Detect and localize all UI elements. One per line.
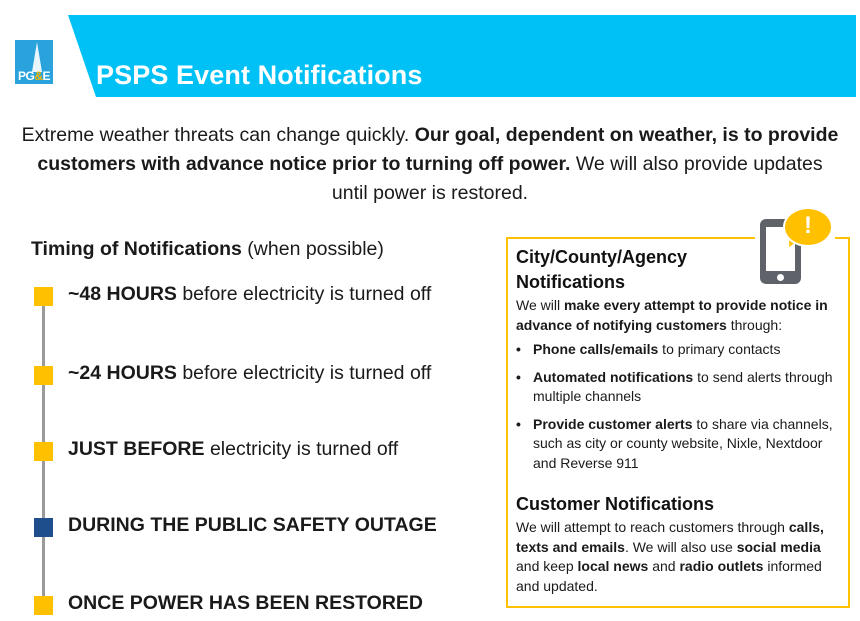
- timing-heading: [31, 238, 384, 261]
- timeline-label-rest: before electricity is turned off: [176, 362, 432, 384]
- page-title: PSPS Event Notifications: [96, 60, 423, 90]
- customer-text-bold: calls, texts and emails: [516, 519, 824, 555]
- timing-heading-rest: (when possible): [241, 238, 384, 260]
- list-item: [516, 340, 841, 360]
- bullet-icon: •: [516, 415, 521, 432]
- agency-intro-bold: make every attempt to provide notice in advance of notifying customers: [516, 297, 828, 333]
- customer-text-bold: social media: [736, 538, 821, 555]
- list-item-rest: to primary contacts: [658, 341, 781, 357]
- timeline-marker-icon: [34, 442, 53, 461]
- timeline-label: [68, 592, 423, 615]
- timeline-marker-icon: [34, 518, 53, 537]
- logo-spike-icon: [32, 42, 42, 72]
- customer-text: . We will also use: [624, 538, 737, 555]
- phone-home-button: [777, 274, 784, 281]
- timeline-label-rest: before electricity is turned off: [176, 283, 432, 305]
- customer-text: and keep: [516, 558, 578, 574]
- timing-heading-bold: Timing of Notifications: [31, 238, 242, 260]
- list-item: [516, 415, 841, 474]
- intro-text-bold: Our goal, dependent on weather, is to provide customers with advance notice prior to turning off power.: [37, 124, 839, 175]
- list-item-bold: Automated notifications: [533, 368, 694, 385]
- timeline-label-bold: ONCE POWER HAS BEEN RESTORED: [68, 592, 424, 614]
- bullet-icon: •: [516, 368, 521, 385]
- timeline-label: [68, 283, 431, 306]
- timeline-label: [68, 438, 398, 461]
- intro-text-1: Extreme weather threats can change quickly.: [21, 124, 415, 146]
- list-item: [516, 368, 841, 407]
- agency-methods-list: [516, 340, 841, 481]
- timeline-label-bold: JUST BEFORE: [68, 438, 205, 460]
- timeline-label-rest: electricity is turned off: [204, 438, 399, 460]
- intro-text-3: We will also provide updates until power is restored.: [331, 153, 823, 204]
- timeline-label-bold: ~48 HOURS: [68, 283, 177, 305]
- timeline-marker-icon: [34, 596, 53, 615]
- customer-text-bold: radio outlets: [679, 558, 764, 574]
- customer-text-bold: local news: [577, 558, 649, 574]
- logo-text: [15, 69, 53, 83]
- timeline-marker-icon: [34, 287, 53, 306]
- timeline-label: [68, 362, 431, 385]
- intro-paragraph: [20, 121, 840, 208]
- exclamation-icon: !: [804, 212, 812, 239]
- list-item-bold: Phone calls/emails: [533, 341, 659, 357]
- timeline-label-bold: DURING THE PUBLIC SAFETY OUTAGE: [68, 514, 437, 536]
- agency-notifications-heading: City/County/Agency Notifications: [516, 247, 688, 292]
- logo-text-e: E: [42, 69, 51, 83]
- list-item-bold: Provide customer alerts: [533, 415, 693, 432]
- list-item-rest: to share via channels, such as city or county website, Nixle, Nextdoor and Reverse 911: [533, 415, 833, 471]
- agency-intro-text: [516, 296, 841, 335]
- timeline-marker-icon: [34, 366, 53, 385]
- logo-text-amp: &: [34, 69, 43, 83]
- customer-notifications-text: [516, 518, 841, 596]
- agency-intro-c: through:: [726, 316, 783, 333]
- logo-text-pg: PG: [17, 69, 35, 83]
- list-item-rest: to send alerts through multiple channels: [533, 368, 833, 404]
- customer-text: informed and updated.: [516, 558, 822, 594]
- customer-notifications-heading: Customer Notifications: [516, 494, 715, 514]
- bullet-icon: •: [516, 341, 521, 357]
- timeline-label-bold: ~24 HOURS: [68, 362, 177, 384]
- customer-text: We will attempt to reach customers through: [516, 519, 789, 535]
- agency-intro-a: We will: [516, 297, 564, 313]
- timeline-label: [68, 514, 437, 537]
- pge-logo: [15, 40, 53, 84]
- customer-text: and: [648, 558, 680, 574]
- alert-bubble-icon: [783, 207, 833, 247]
